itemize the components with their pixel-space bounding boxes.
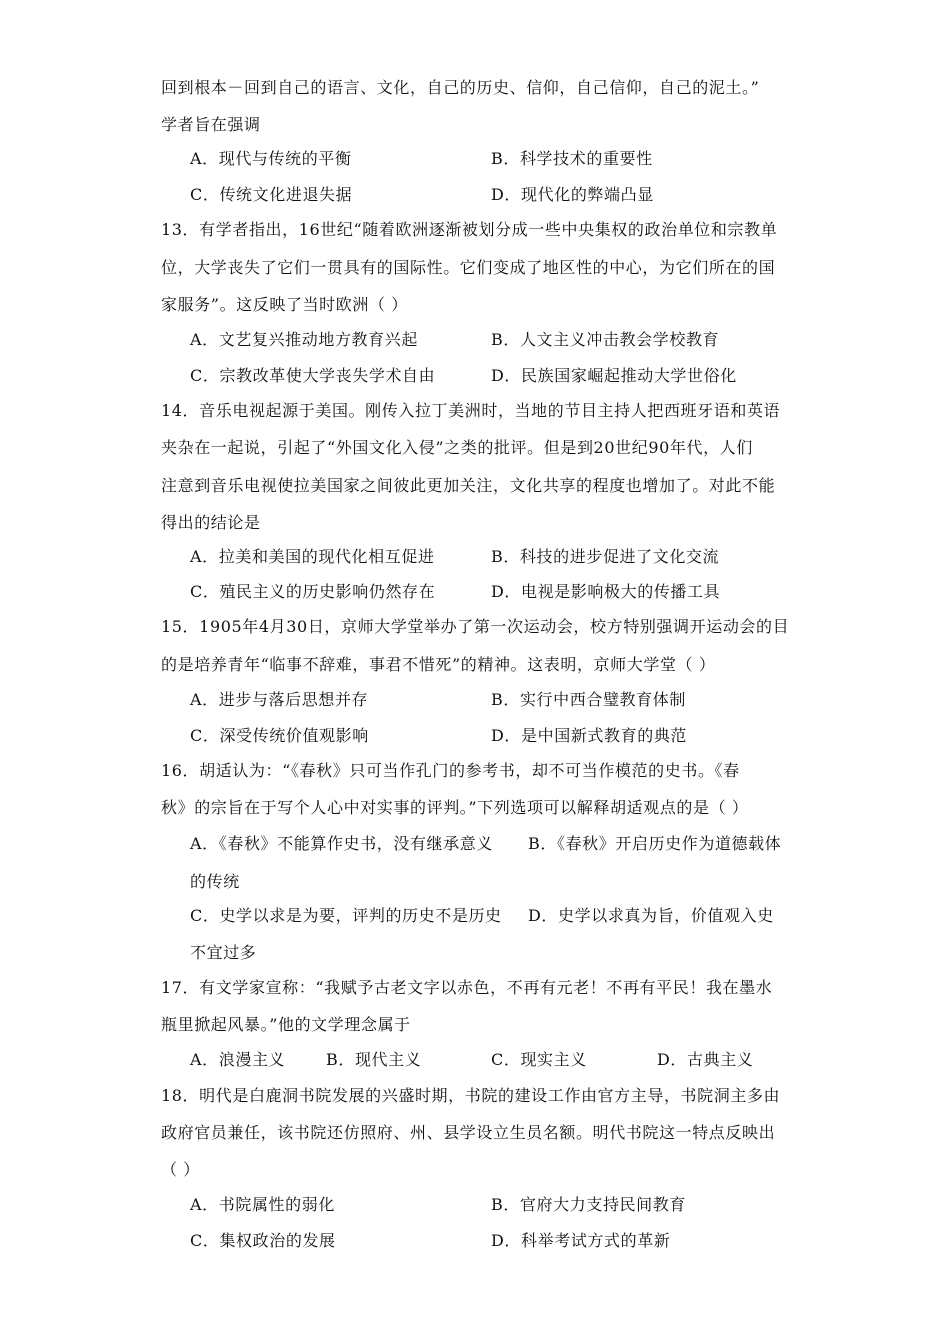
question-16-stem-line: 16．胡适认为：“《春秋》只可当作孔门的参考书，却不可当作模范的史书。《春 (161, 761, 740, 780)
question-16-stem-line: 秋》的宗旨在于写个人心中对实事的评判。”下列选项可以解释胡适观点的是（ ） (161, 798, 749, 817)
question-16-option-d: D．史学以求真为旨，价值观入史 (528, 906, 774, 925)
question-15-option-d: D．是中国新式教育的典范 (491, 726, 688, 745)
question-17-option-a: A．浪漫主义 (190, 1050, 286, 1069)
question-17-stem-line: 17．有文学家宣称：“我赋予古老文字以赤色，不再有元老！不再有平民！我在墨水 (161, 978, 773, 997)
question-15-stem-line: 15．1905年4月30日，京师大学堂举办了第一次运动会，校方特别强调开运动会的目 (161, 617, 790, 636)
question-14-stem-line: 夹杂在一起说，引起了“外国文化入侵”之类的批评。但是到20世纪90年代，人们 (161, 438, 753, 457)
question-17-stem-line: 瓶里掀起风暴。”他的文学理念属于 (161, 1015, 411, 1034)
question-13-stem-line: 13．有学者指出，16世纪“随着欧洲逐渐被划分成一些中央集权的政治单位和宗教单 (161, 220, 778, 239)
question-13-option-d: D．民族国家崛起推动大学世俗化 (491, 366, 737, 385)
question-17-option-b: B．现代主义 (326, 1050, 422, 1069)
question-18-option-b: B．官府大力支持民间教育 (491, 1195, 686, 1214)
question-12-text-line: 回到根本－回到自己的语言、文化，自己的历史、信仰，自己信仰，自己的泥土。” (161, 78, 760, 97)
question-14-option-c: C．殖民主义的历史影响仍然存在 (190, 582, 436, 601)
question-14-stem-line: 得出的结论是 (161, 513, 261, 532)
question-13-stem-line: 位，大学丧失了它们一贯具有的国际性。它们变成了地区性的中心，为它们所在的国 (161, 258, 776, 277)
question-14-stem-line: 注意到音乐电视使拉美国家之间彼此更加关注，文化共享的程度也增加了。对此不能 (161, 476, 776, 495)
question-15-option-a: A．进步与落后思想并存 (190, 690, 369, 709)
question-14-stem-line: 14．音乐电视起源于美国。刚传入拉丁美洲时，当地的节目主持人把西班牙语和英语 (161, 401, 781, 420)
question-12-option-b: B．科学技术的重要性 (491, 149, 653, 168)
question-18-stem-line: 政府官员兼任，该书院还仿照府、州、县学设立生员名额。明代书院这一特点反映出 (161, 1123, 776, 1142)
question-16-option-b-continued: 的传统 (190, 872, 240, 891)
question-15-stem-line: 的是培养青年“临事不辞难，事君不惜死”的精神。这表明，京师大学堂（ ） (161, 655, 716, 674)
question-12-option-a: A．现代与传统的平衡 (190, 149, 352, 168)
question-18-stem-line: （ ） (161, 1160, 200, 1179)
question-14-option-a: A．拉美和美国的现代化相互促进 (190, 547, 435, 566)
question-18-stem-line: 18．明代是白鹿洞书院发展的兴盛时期，书院的建设工作由官方主导，书院洞主多由 (161, 1086, 781, 1105)
question-18-option-c: C．集权政治的发展 (190, 1231, 336, 1250)
question-17-option-d: D．古典主义 (657, 1050, 754, 1069)
question-13-stem-line: 家服务”。这反映了当时欧洲（ ） (161, 295, 408, 314)
question-18-option-a: A．书院属性的弱化 (190, 1195, 335, 1214)
question-14-option-b: B．科技的进步促进了文化交流 (491, 547, 720, 566)
question-12-option-c: C．传统文化进退失据 (190, 185, 353, 204)
question-13-option-b: B．人文主义冲击教会学校教育 (491, 330, 720, 349)
question-16-option-b: B．《春秋》开启历史作为道德载体 (528, 834, 782, 853)
question-15-option-c: C．深受传统价值观影响 (190, 726, 369, 745)
question-12-option-d: D．现代化的弊端凸显 (491, 185, 654, 204)
question-14-option-d: D．电视是影响极大的传播工具 (491, 582, 721, 601)
question-15-option-b: B．实行中西合璧教育体制 (491, 690, 686, 709)
question-13-option-c: C．宗教改革使大学丧失学术自由 (190, 366, 436, 385)
question-16-option-d-continued: 不宜过多 (190, 943, 257, 962)
question-16-option-c: C．史学以求是为要，评判的历史不是历史 (190, 906, 502, 925)
question-17-option-c: C．现实主义 (491, 1050, 587, 1069)
question-18-option-d: D．科举考试方式的革新 (491, 1231, 671, 1250)
question-16-option-a: A．《春秋》不能算作史书，没有继承意义 (190, 834, 493, 853)
question-13-option-a: A．文艺复兴推动地方教育兴起 (190, 330, 418, 349)
question-12-text-line: 学者旨在强调 (161, 115, 261, 134)
